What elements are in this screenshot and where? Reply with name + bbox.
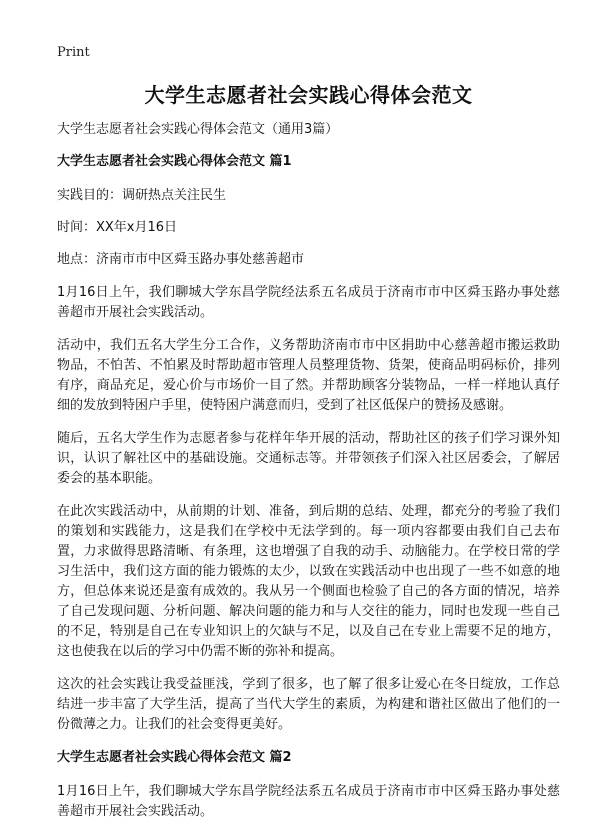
page-title: 大学生志愿者社会实践心得体会范文: [144, 83, 473, 107]
document-subtitle: 大学生志愿者社会实践心得体会范文（通用3篇）: [57, 122, 339, 137]
article-1-paragraph-1: 1月16日上午，我们聊城大学东昌学院经法系五名成员于济南市市中区舜玉路办事处慈善超市开展社会实践活动。: [57, 285, 560, 320]
practice-place: 地点：济南市市中区舜玉路办事处慈善超市: [57, 252, 305, 267]
article-2-heading: 大学生志愿者社会实践心得体会范文 篇2: [57, 750, 292, 765]
article-1-paragraph-4: 在此次实践活动中，从前期的计划、准备，到后期的总结、处理，都充分的考验了我们的策划和实践能力，这是我们在学校中无法学到的。每一项内容都要由我们自己去布置，力求做得思路清晰、有条理，这也增强了自我的动手、动脑能力。在学校日常的学习生活中，我们这方面的能力锻炼的太少，以致在实践活动中也出现了一些不如意的地方，但总体来说还是蛮有成效的。我从另一个侧面也检验了自己的各方面的情况，培养了自己发现问题、分析问题、解决问题的能力和与人交往的能力，同时也发现一些自己的不足，特别是自己在专业知识上的欠缺与不足，以及自己在专业上需要不足的地方，这也使我在以后的学习中仍需不断的弥补和提高。: [57, 504, 560, 659]
practice-time: 时间：XX年x月16日: [57, 220, 178, 235]
article-1-paragraph-3: 随后，五名大学生作为志愿者参与花样年华开展的活动，帮助社区的孩子们学习课外知识，认识了解社区中的基础设施。交通标志等。并带领孩子们深入社区居委会，了解居委会的基本职能。: [57, 431, 560, 486]
print-link[interactable]: Print: [57, 45, 90, 60]
practice-purpose: 实践目的：调研热点关注民生: [57, 188, 227, 203]
article-1: [57, 152, 560, 735]
article-2-paragraph-1: 1月16日上午，我们聊城大学东昌学院经法系五名成员于济南市市中区舜玉路办事处慈善超市开展社会实践活动。: [57, 784, 560, 819]
article-1-paragraph-2: 活动中，我们五名大学生分工合作，义务帮助济南市市中区捐助中心慈善超市搬运救助物品，不怕苦、不怕累及时帮助超市管理人员整理货物、货架，使商品明码标价，排列有序，商品充足，爱心价与市场价一目了然。并帮助顾客分装物品，一样一样地认真仔细的发放到特困户手里，使特困户满意而归，受到了社区低保户的赞扬及感谢。: [57, 338, 560, 413]
article-1-paragraph-5: 这次的社会实践让我受益匪浅，学到了很多，也了解了很多让爱心在冬日绽放，工作总结进一步丰富了大学生活，提高了当代大学生的素质，为构建和谐社区做出了他们的一份微薄之力。让我们的社会变得更美好。: [57, 677, 560, 732]
article-1-heading: 大学生志愿者社会实践心得体会范文 篇1: [57, 154, 292, 169]
article-2: [57, 748, 560, 822]
